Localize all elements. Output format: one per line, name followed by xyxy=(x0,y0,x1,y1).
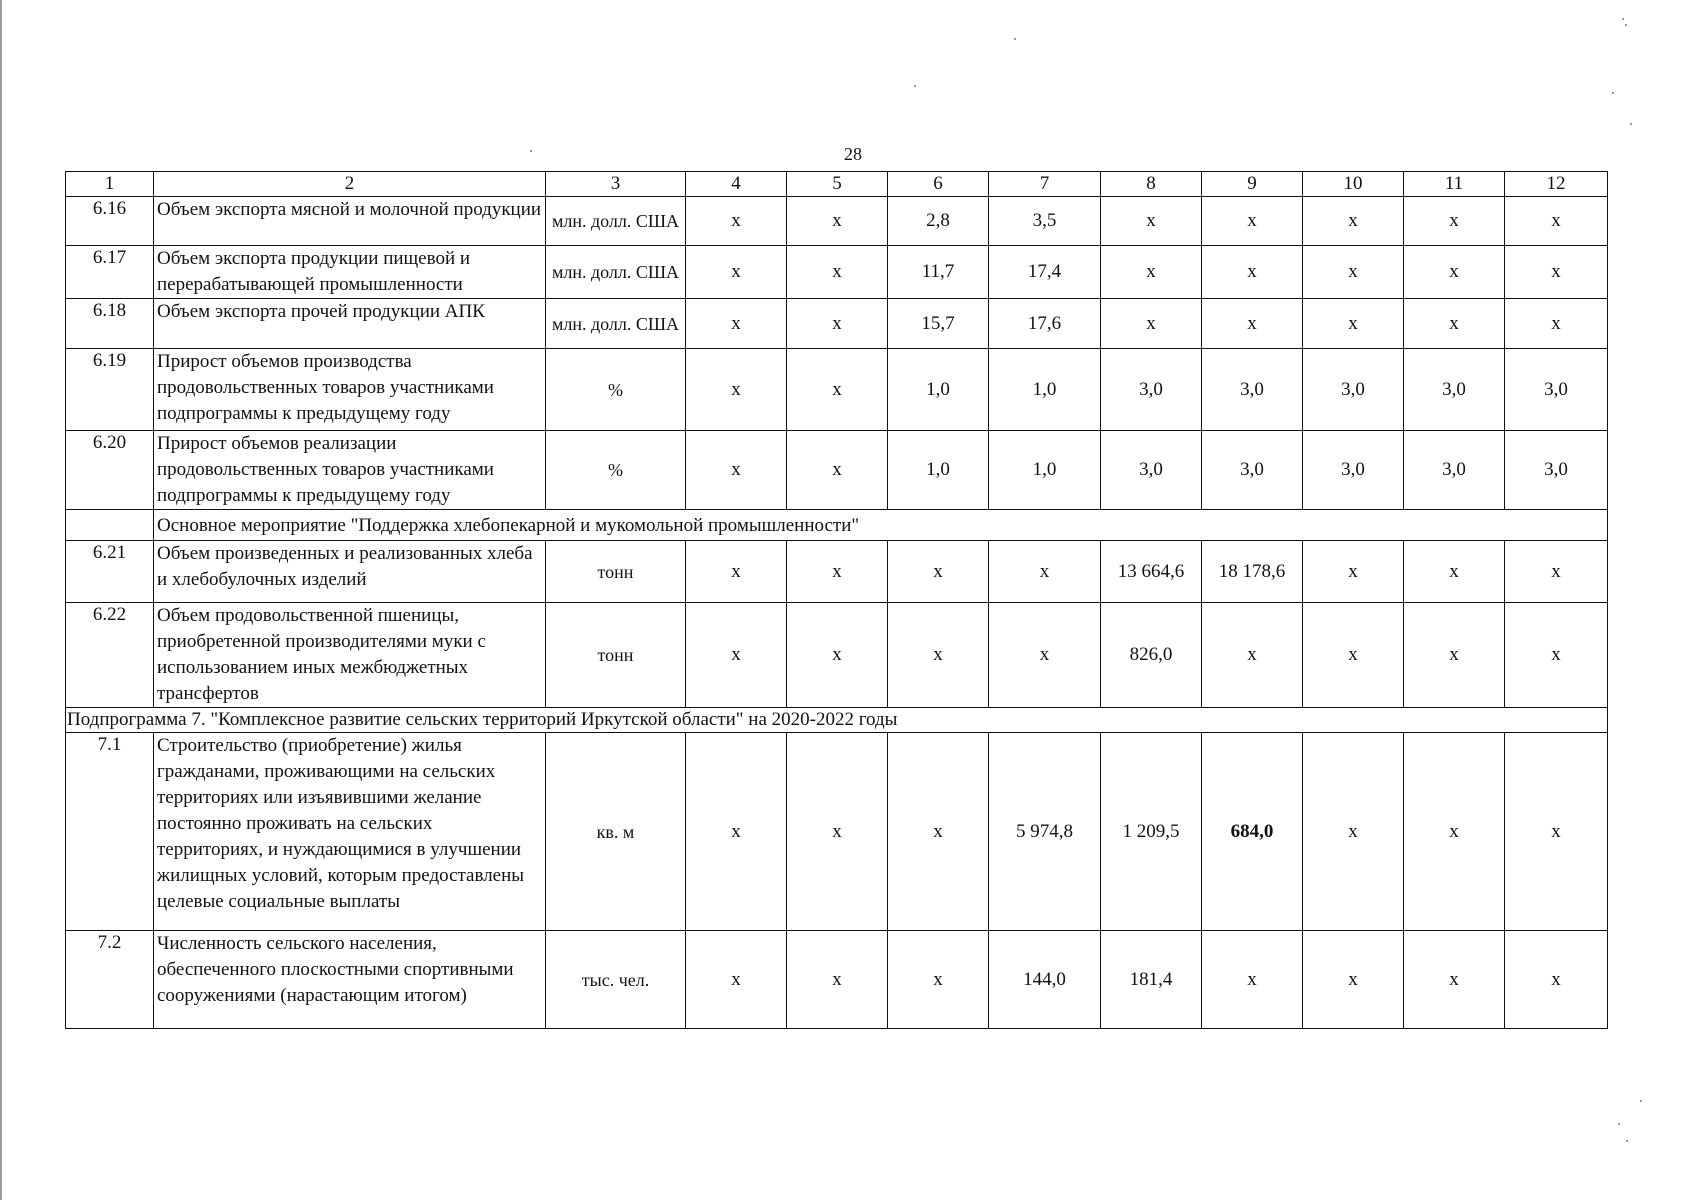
value-cell: х xyxy=(787,733,888,931)
table-row xyxy=(66,197,1608,246)
value-cell: х xyxy=(686,349,787,431)
value-cell: х xyxy=(686,197,787,246)
value-cell: 3,5 xyxy=(989,197,1101,246)
row-number: 7.1 xyxy=(66,733,154,931)
value-cell: х xyxy=(1303,733,1404,931)
indicator-name: Объем экспорта продукции пищевой и перерабатывающей промышленности xyxy=(154,246,546,299)
value-cell: х xyxy=(989,541,1101,603)
value-cell: 1 209,5 xyxy=(1101,733,1202,931)
unit-cell: млн. долл. США xyxy=(546,299,686,349)
unit-cell: % xyxy=(546,431,686,510)
scan-speck xyxy=(914,85,916,87)
value-cell: х xyxy=(989,603,1101,708)
value-cell: х xyxy=(787,931,888,1029)
value-cell: х xyxy=(787,541,888,603)
value-cell: х xyxy=(1202,299,1303,349)
value-cell: 17,6 xyxy=(989,299,1101,349)
value-cell: 1,0 xyxy=(888,349,989,431)
scan-speck xyxy=(1622,18,1624,20)
unit-cell: тонн xyxy=(546,541,686,603)
subprogram-title: Подпрограмма 7. "Комплексное развитие сельских территорий Иркутской области" на 2020-2022 годы xyxy=(66,708,1608,733)
value-cell: х xyxy=(1505,541,1608,603)
value-cell: х xyxy=(686,603,787,708)
value-cell: х xyxy=(1404,541,1505,603)
value-cell: 181,4 xyxy=(1101,931,1202,1029)
unit-cell: млн. долл. США xyxy=(546,246,686,299)
value-cell: х xyxy=(1101,197,1202,246)
row-number: 6.16 xyxy=(66,197,154,246)
value-cell: х xyxy=(787,349,888,431)
table-row xyxy=(66,246,1608,299)
value-cell: х xyxy=(888,733,989,931)
value-cell: 3,0 xyxy=(1505,349,1608,431)
row-number-empty xyxy=(66,510,154,541)
value-cell: 1,0 xyxy=(888,431,989,510)
scan-speck xyxy=(1612,92,1614,94)
indicator-name: Строительство (приобретение) жилья гражданами, проживающими на сельских территориях или изъявившими желание постоянно проживать на сельских территориях, и нуждающимися в улучшении жилищных условий, которым предоставлены целевые социальные выплаты xyxy=(154,733,546,931)
scan-speck xyxy=(530,150,532,152)
value-cell: х xyxy=(1303,197,1404,246)
value-cell: х xyxy=(1404,931,1505,1029)
page-number: 28 xyxy=(844,144,862,164)
table-row xyxy=(66,541,1608,603)
value-cell: х xyxy=(686,299,787,349)
table-row xyxy=(66,431,1608,510)
value-cell: х xyxy=(1303,931,1404,1029)
subprogram-row xyxy=(66,708,1608,733)
value-cell: х xyxy=(1404,299,1505,349)
value-cell: х xyxy=(1505,603,1608,708)
value-cell: х xyxy=(686,246,787,299)
row-number: 6.22 xyxy=(66,603,154,708)
unit-cell: тонн xyxy=(546,603,686,708)
value-cell: 5 974,8 xyxy=(989,733,1101,931)
row-number: 6.19 xyxy=(66,349,154,431)
value-cell: 3,0 xyxy=(1404,431,1505,510)
row-number: 6.20 xyxy=(66,431,154,510)
scan-speck xyxy=(1626,1140,1628,1142)
row-number: 7.2 xyxy=(66,931,154,1029)
value-cell: 3,0 xyxy=(1202,431,1303,510)
table-row xyxy=(66,349,1608,431)
value-cell: 1,0 xyxy=(989,431,1101,510)
value-cell: х xyxy=(1404,603,1505,708)
section-title: Основное мероприятие "Поддержка хлебопекарной и мукомольной промышленности" xyxy=(154,510,1608,541)
value-cell: х xyxy=(888,931,989,1029)
value-cell: х xyxy=(787,431,888,510)
value-cell: 15,7 xyxy=(888,299,989,349)
scan-edge xyxy=(0,0,2,1200)
value-cell: 3,0 xyxy=(1303,349,1404,431)
value-cell: 684,0 xyxy=(1202,733,1303,931)
scan-speck xyxy=(1640,1100,1642,1102)
column-number-4: 4 xyxy=(686,172,787,197)
value-cell: х xyxy=(1101,299,1202,349)
value-cell: х xyxy=(1202,603,1303,708)
column-number-6: 6 xyxy=(888,172,989,197)
unit-cell: тыс. чел. xyxy=(546,931,686,1029)
indicator-name: Численность сельского населения, обеспеченного плоскостными спортивными сооружениями (нарастающим итогом) xyxy=(154,931,546,1029)
value-cell: х xyxy=(1303,246,1404,299)
scan-speck xyxy=(1625,24,1627,26)
table-row xyxy=(66,733,1608,931)
value-cell: х xyxy=(1202,931,1303,1029)
column-number-11: 11 xyxy=(1404,172,1505,197)
value-cell: х xyxy=(1202,197,1303,246)
unit-cell: кв. м xyxy=(546,733,686,931)
column-number-1: 1 xyxy=(66,172,154,197)
value-cell: х xyxy=(686,931,787,1029)
table-row xyxy=(66,603,1608,708)
value-cell: х xyxy=(787,299,888,349)
value-cell: 3,0 xyxy=(1101,349,1202,431)
indicator-name: Объем экспорта мясной и молочной продукции xyxy=(154,197,546,246)
column-number-7: 7 xyxy=(989,172,1101,197)
indicator-name: Прирост объемов производства продовольственных товаров участниками подпрограммы к предыдущему году xyxy=(154,349,546,431)
value-cell: х xyxy=(1303,299,1404,349)
column-number-2: 2 xyxy=(154,172,546,197)
value-cell: 3,0 xyxy=(1404,349,1505,431)
value-cell: х xyxy=(686,431,787,510)
value-cell: х xyxy=(1505,197,1608,246)
indicators-table xyxy=(65,171,1608,1029)
value-cell: 18 178,6 xyxy=(1202,541,1303,603)
value-cell: х xyxy=(686,733,787,931)
column-number-3: 3 xyxy=(546,172,686,197)
value-cell: х xyxy=(888,603,989,708)
unit-cell: % xyxy=(546,349,686,431)
scan-speck xyxy=(1014,38,1016,40)
value-cell: х xyxy=(1404,197,1505,246)
indicators-table-container xyxy=(65,171,1608,1029)
value-cell: х xyxy=(686,541,787,603)
value-cell: х xyxy=(787,197,888,246)
value-cell: х xyxy=(1303,541,1404,603)
value-cell: х xyxy=(888,541,989,603)
row-number: 6.17 xyxy=(66,246,154,299)
row-number: 6.21 xyxy=(66,541,154,603)
value-cell: х xyxy=(1505,246,1608,299)
column-number-5: 5 xyxy=(787,172,888,197)
value-cell: 144,0 xyxy=(989,931,1101,1029)
value-cell: 3,0 xyxy=(1303,431,1404,510)
value-cell: 2,8 xyxy=(888,197,989,246)
value-cell: х xyxy=(1505,733,1608,931)
column-number-8: 8 xyxy=(1101,172,1202,197)
indicator-name: Объем произведенных и реализованных хлеба и хлебобулочных изделий xyxy=(154,541,546,603)
section-row xyxy=(66,510,1608,541)
table-row xyxy=(66,299,1608,349)
column-number-9: 9 xyxy=(1202,172,1303,197)
value-cell: 3,0 xyxy=(1505,431,1608,510)
value-cell: 3,0 xyxy=(1202,349,1303,431)
table-row xyxy=(66,931,1608,1029)
indicator-name: Объем экспорта прочей продукции АПК xyxy=(154,299,546,349)
scan-speck xyxy=(1618,1123,1620,1125)
value-cell: х xyxy=(1303,603,1404,708)
column-number-10: 10 xyxy=(1303,172,1404,197)
value-cell: х xyxy=(787,246,888,299)
value-cell: х xyxy=(1101,246,1202,299)
value-cell: х xyxy=(787,603,888,708)
value-cell: 11,7 xyxy=(888,246,989,299)
indicator-name: Прирост объемов реализации продовольственных товаров участниками подпрограммы к предыдущему году xyxy=(154,431,546,510)
value-cell: 3,0 xyxy=(1101,431,1202,510)
scan-speck xyxy=(1630,123,1632,125)
value-cell: х xyxy=(1404,733,1505,931)
value-cell: 826,0 xyxy=(1101,603,1202,708)
value-cell: 13 664,6 xyxy=(1101,541,1202,603)
value-cell: х xyxy=(1505,931,1608,1029)
value-cell: х xyxy=(1505,299,1608,349)
column-number-12: 12 xyxy=(1505,172,1608,197)
value-cell: х xyxy=(1202,246,1303,299)
table-body xyxy=(66,172,1608,1029)
value-cell: 1,0 xyxy=(989,349,1101,431)
value-cell: х xyxy=(1404,246,1505,299)
row-number: 6.18 xyxy=(66,299,154,349)
header-row xyxy=(66,172,1608,197)
unit-cell: млн. долл. США xyxy=(546,197,686,246)
value-cell: 17,4 xyxy=(989,246,1101,299)
indicator-name: Объем продовольственной пшеницы, приобретенной производителями муки с использованием иных межбюджетных трансфертов xyxy=(154,603,546,708)
